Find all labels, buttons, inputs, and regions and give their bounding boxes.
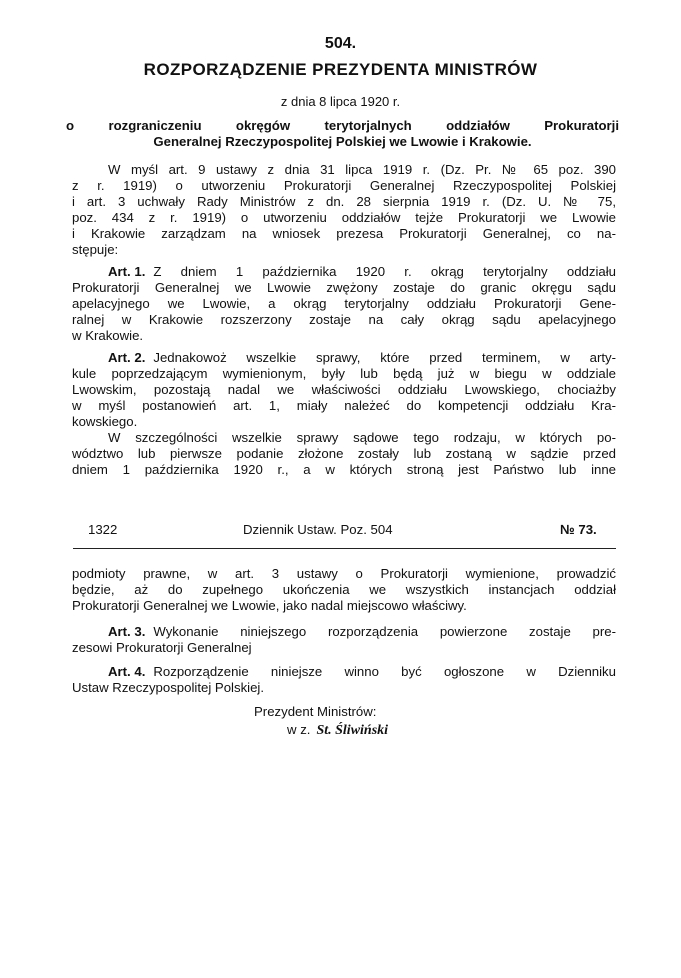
subject-line-1: o rozgraniczeniu okręgów terytorjalnych oddziałów Prokuratorji bbox=[66, 118, 619, 133]
article-line: Prokuratorji Generalnej we Lwowie zwężony zostaje do granic okręgu sądu bbox=[72, 280, 616, 295]
date-line: z dnia 8 lipca 1920 r. bbox=[280, 94, 401, 109]
footer-issue: № 73. bbox=[560, 522, 597, 537]
preamble-line: stępuje: bbox=[72, 242, 119, 257]
article-4 bbox=[108, 664, 616, 680]
footer-journal: Dziennik Ustaw. Poz. 504 bbox=[243, 522, 393, 537]
preamble-line: poz. 434 z r. 1919) o utworzeniu oddziałów tejże Prokuratorji we Lwowie bbox=[72, 210, 616, 225]
preamble-line: i art. 3 uchwały Rady Ministrów z dn. 28 sierpnia 1919 r. (Dz. U. № 75, bbox=[72, 194, 616, 209]
subject-line-2: Generalnej Rzeczypospolitej Polskiej we Lwowie i Krakowie. bbox=[153, 134, 532, 149]
page-number: 504. bbox=[324, 35, 357, 52]
signature-prefix: w z. bbox=[287, 722, 311, 737]
preamble-line: z r. 1919) o utworzeniu Prokuratorji Generalnej Rzeczypospolitej Polskiej bbox=[72, 178, 616, 193]
article-label: Art. 4. bbox=[108, 664, 146, 679]
article-line: kule poprzedzającym wymienionym, były lub będą już w biegu w oddziale bbox=[72, 366, 616, 381]
article-line: W szczególności wszelkie sprawy sądowe tego rodzaju, w których po- bbox=[108, 430, 616, 445]
article-line: wództwo lub pierwsze podanie złożone zostały lub zostaną w sądzie przed bbox=[72, 446, 616, 461]
continuation-line: Prokuratorji Generalnej we Lwowie, jako nadal miejscowo właściwy. bbox=[72, 598, 467, 613]
article-line: Ustaw Rzeczypospolitej Polskiej. bbox=[72, 680, 265, 695]
signature-role: Prezydent Ministrów: bbox=[254, 704, 377, 719]
signature-name: St. Śliwiński bbox=[316, 723, 389, 738]
article-label: Art. 2. bbox=[108, 350, 146, 365]
footer-page-number: 1322 bbox=[88, 522, 118, 537]
article-line: zesowi Prokuratorji Generalnej bbox=[72, 640, 252, 655]
article-line: w Krakowie. bbox=[72, 328, 144, 343]
divider-rule bbox=[73, 548, 616, 549]
article-line: kowskiego. bbox=[72, 414, 138, 429]
preamble-line: W myśl art. 9 ustawy z dnia 31 lipca 1919 r. (Dz. Pr. № 65 poz. 390 bbox=[108, 162, 616, 177]
continuation-line: będzie, aż do zupełnego ukończenia we wszystkich instancjach oddział bbox=[72, 582, 616, 597]
article-2 bbox=[108, 350, 616, 366]
signature-block bbox=[287, 722, 388, 739]
article-line: Rozporządzenie niniejsze winno być ogłoszone w Dzienniku bbox=[153, 664, 616, 679]
article-3 bbox=[108, 624, 616, 640]
article-line: Lwowskim, pozostają nadal we właściwości oddziału Lwowskiego, chociażby bbox=[72, 382, 616, 397]
article-line: w myśl postanowień art. 1, miały należeć do kompetencji oddziału Kra- bbox=[72, 398, 616, 413]
article-line: Wykonanie niniejszego rozporządzenia powierzone zostaje pre- bbox=[153, 624, 616, 639]
article-label: Art. 3. bbox=[108, 624, 146, 639]
article-1 bbox=[108, 264, 616, 280]
article-line: ralnej w Krakowie rozszerzony zostaje na cały okrąg sądu apelacyjnego bbox=[72, 312, 616, 327]
preamble-line: i Krakowie zarządzam na wniosek prezesa Prokuratorji Generalnej, co na- bbox=[72, 226, 616, 241]
article-label: Art. 1. bbox=[108, 264, 146, 279]
article-line: apelacyjnego we Lwowie, a okrąg terytorjalny oddziału Prokuratorji Gene- bbox=[72, 296, 616, 311]
article-line: dniem 1 października 1920 r., a w których stroną jest Państwo lub inne bbox=[72, 462, 616, 477]
article-line: Jednakowoż wszelkie sprawy, które przed terminem, w arty- bbox=[153, 350, 616, 365]
continuation-line: podmioty prawne, w art. 3 ustawy o Prokuratorji wymienione, prowadzić bbox=[72, 566, 616, 581]
article-line: Z dniem 1 października 1920 r. okrąg terytorjalny oddziału bbox=[153, 264, 616, 279]
document-title: ROZPORZĄDZENIE PREZYDENTA MINISTRÓW bbox=[143, 60, 538, 79]
